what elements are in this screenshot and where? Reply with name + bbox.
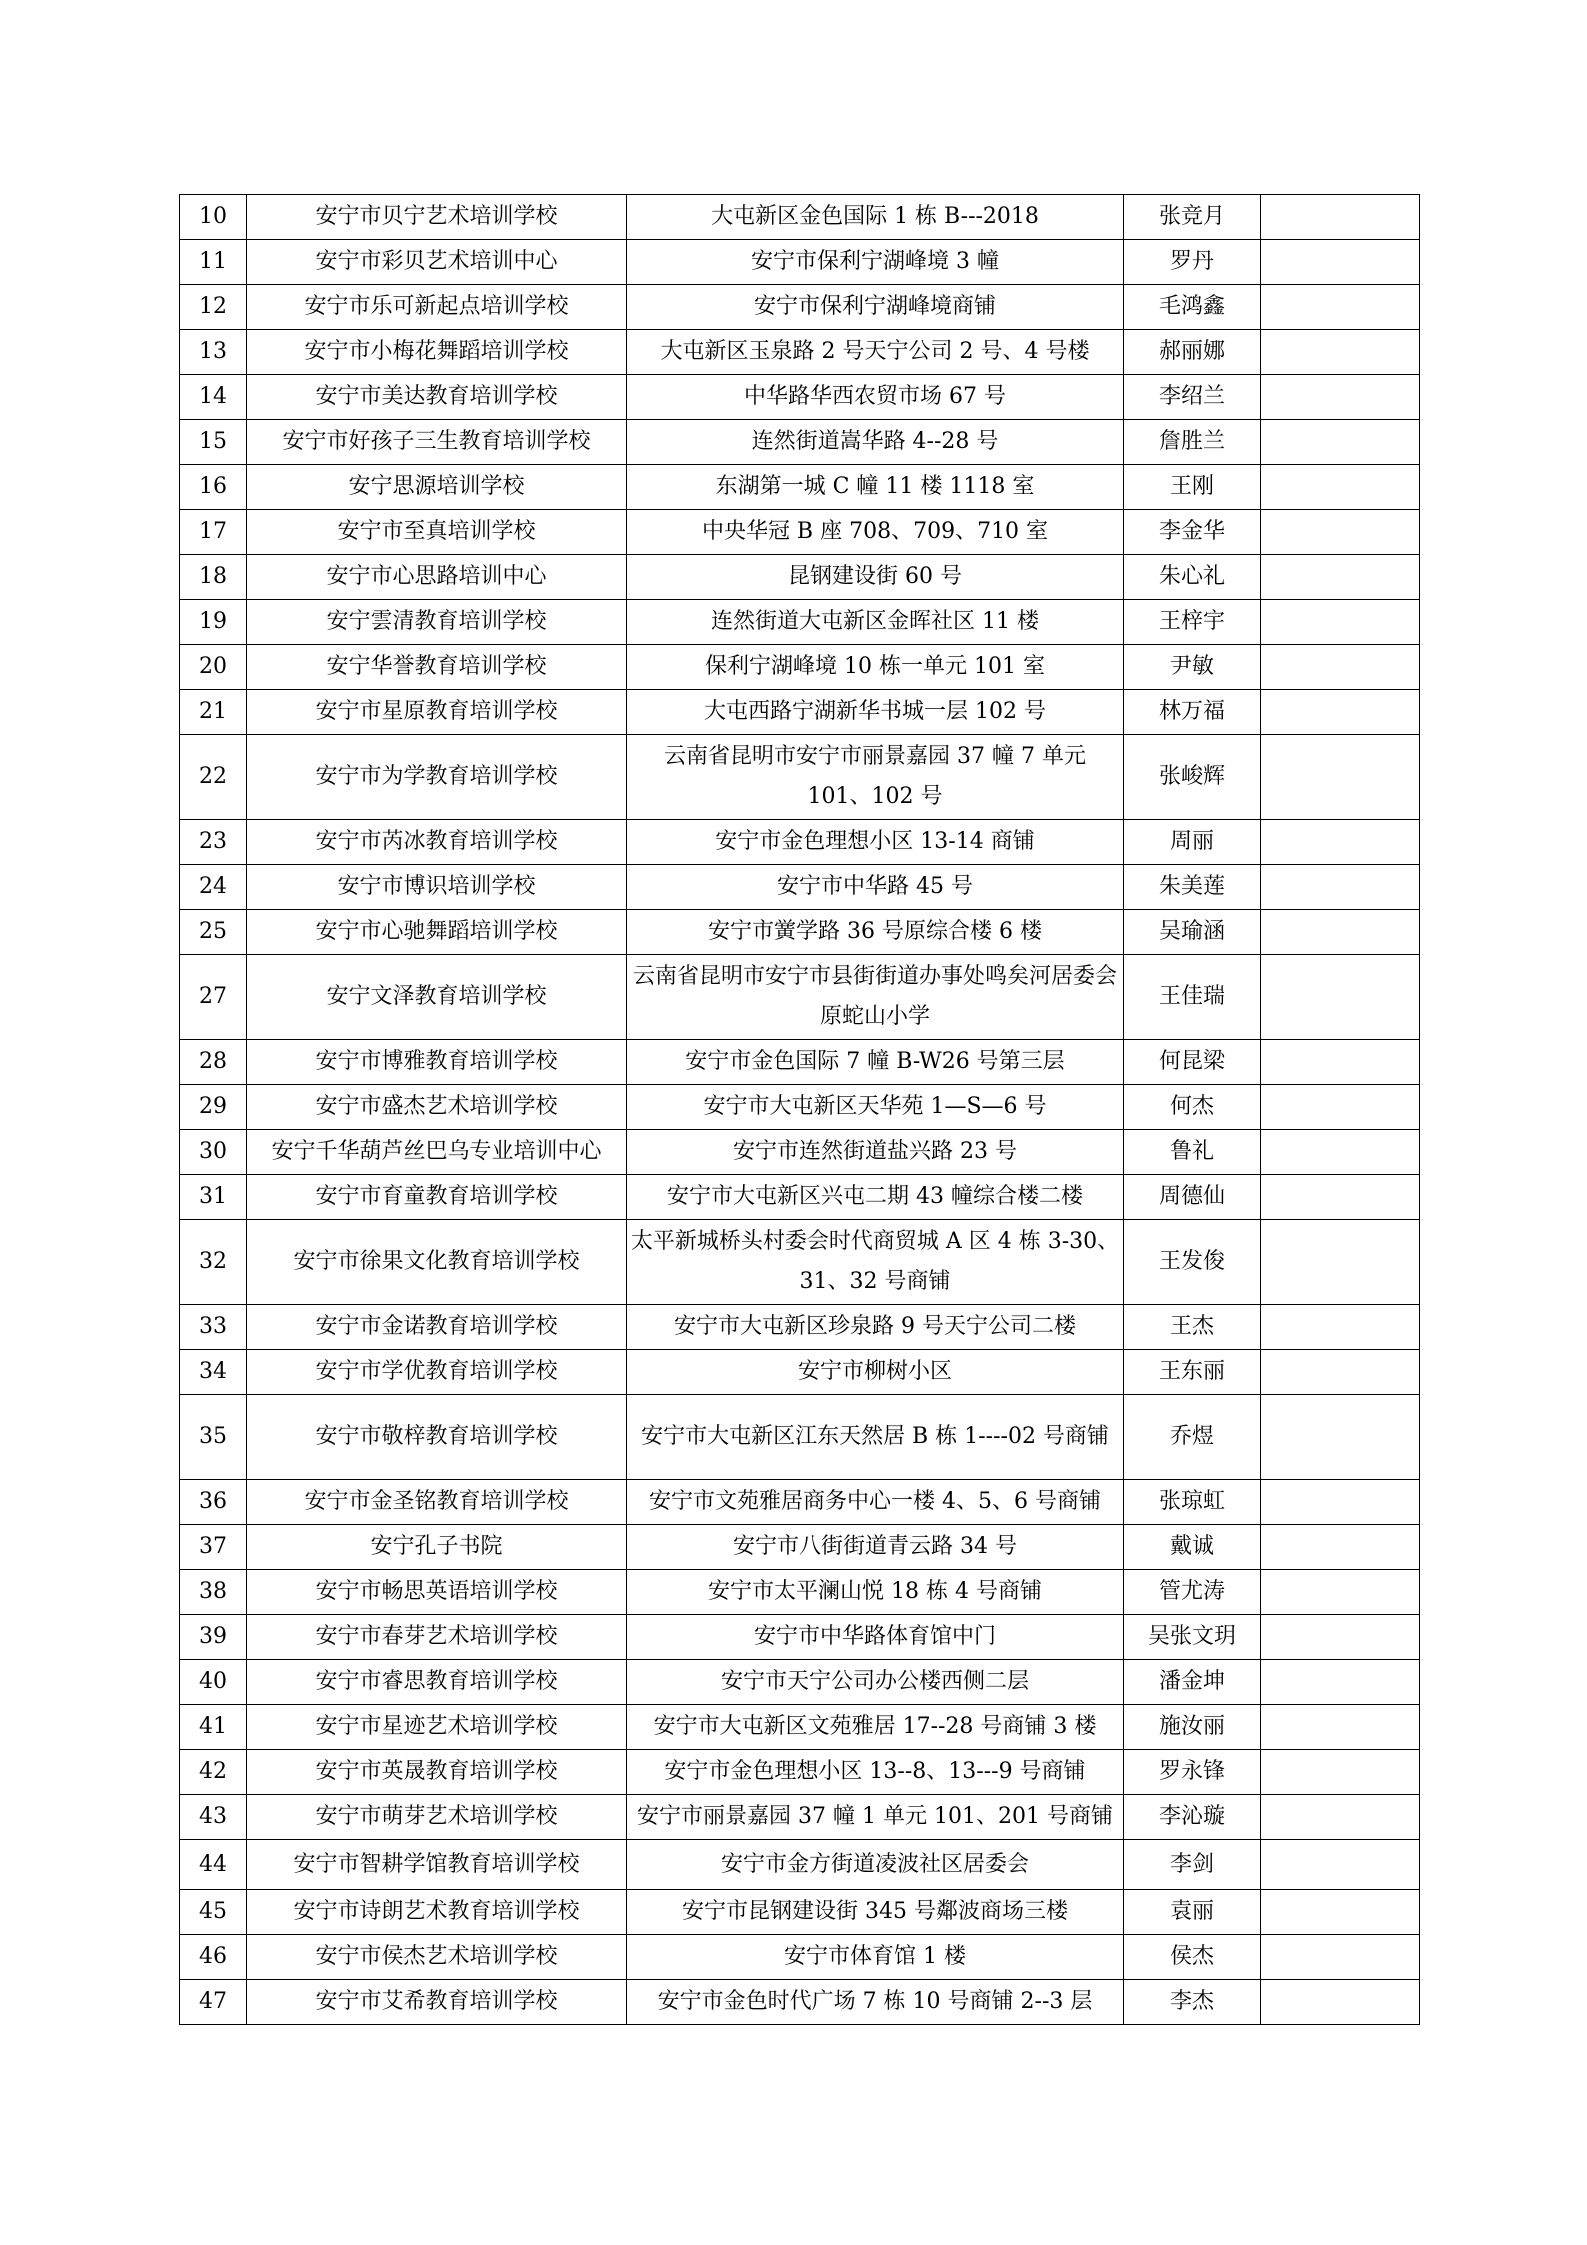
- cell-contact-person: 李杰: [1124, 1980, 1261, 2025]
- cell-address: 安宁市金方街道凌波社区居委会: [627, 1840, 1124, 1890]
- table-row: [180, 1750, 1420, 1795]
- cell-note: [1261, 555, 1420, 600]
- cell-address: 大屯新区玉泉路 2 号天宁公司 2 号、4 号楼: [627, 330, 1124, 375]
- cell-note: [1261, 1220, 1420, 1305]
- cell-address: 安宁市大屯新区珍泉路 9 号天宁公司二楼: [627, 1305, 1124, 1350]
- cell-school-name: 安宁市小梅花舞蹈培训学校: [247, 330, 627, 375]
- cell-note: [1261, 1615, 1420, 1660]
- cell-address: 云南省昆明市安宁市丽景嘉园 37 幢 7 单元 101、102 号: [627, 735, 1124, 820]
- cell-contact-person: 罗永锋: [1124, 1750, 1261, 1795]
- table-row: [180, 690, 1420, 735]
- table-row: [180, 1980, 1420, 2025]
- cell-school-name: 安宁市彩贝艺术培训中心: [247, 240, 627, 285]
- cell-number: 15: [180, 420, 247, 465]
- cell-school-name: 安宁雲清教育培训学校: [247, 600, 627, 645]
- cell-address: 安宁市昆钢建设街 345 号鄰波商场三楼: [627, 1890, 1124, 1935]
- table-row: [180, 1175, 1420, 1220]
- cell-address: 连然街道大屯新区金晖社区 11 楼: [627, 600, 1124, 645]
- table-row: [180, 240, 1420, 285]
- cell-number: 16: [180, 465, 247, 510]
- cell-contact-person: 袁丽: [1124, 1890, 1261, 1935]
- cell-number: 45: [180, 1890, 247, 1935]
- table-row: [180, 1660, 1420, 1705]
- cell-school-name: 安宁市睿思教育培训学校: [247, 1660, 627, 1705]
- cell-number: 47: [180, 1980, 247, 2025]
- table-row: [180, 1570, 1420, 1615]
- cell-number: 32: [180, 1220, 247, 1305]
- cell-school-name: 安宁市金诺教育培训学校: [247, 1305, 627, 1350]
- cell-number: 46: [180, 1935, 247, 1980]
- cell-contact-person: 詹胜兰: [1124, 420, 1261, 465]
- cell-school-name: 安宁市侯杰艺术培训学校: [247, 1935, 627, 1980]
- table-row: [180, 1480, 1420, 1525]
- cell-school-name: 安宁孔子书院: [247, 1525, 627, 1570]
- cell-note: [1261, 1890, 1420, 1935]
- cell-school-name: 安宁市学优教育培训学校: [247, 1350, 627, 1395]
- cell-number: 41: [180, 1705, 247, 1750]
- table-row: [180, 910, 1420, 955]
- cell-address: 安宁市大屯新区兴屯二期 43 幢综合楼二楼: [627, 1175, 1124, 1220]
- cell-contact-person: 何杰: [1124, 1085, 1261, 1130]
- cell-note: [1261, 1525, 1420, 1570]
- cell-number: 18: [180, 555, 247, 600]
- cell-address: 安宁市金色理想小区 13-14 商铺: [627, 820, 1124, 865]
- table-row: [180, 1305, 1420, 1350]
- cell-note: [1261, 1305, 1420, 1350]
- cell-school-name: 安宁市贝宁艺术培训学校: [247, 195, 627, 240]
- table-row: [180, 1840, 1420, 1890]
- cell-number: 10: [180, 195, 247, 240]
- cell-school-name: 安宁文泽教育培训学校: [247, 955, 627, 1040]
- cell-number: 24: [180, 865, 247, 910]
- table-row: [180, 1350, 1420, 1395]
- cell-school-name: 安宁市诗朗艺术教育培训学校: [247, 1890, 627, 1935]
- cell-contact-person: 李剑: [1124, 1840, 1261, 1890]
- table-row: [180, 645, 1420, 690]
- cell-address: 安宁市大屯新区江东天然居 B 栋 1----02 号商铺: [627, 1395, 1124, 1480]
- cell-number: 27: [180, 955, 247, 1040]
- table-row: [180, 1395, 1420, 1480]
- cell-note: [1261, 1840, 1420, 1890]
- cell-address: 大屯西路宁湖新华书城一层 102 号: [627, 690, 1124, 735]
- table-row: [180, 1220, 1420, 1305]
- cell-contact-person: 潘金坤: [1124, 1660, 1261, 1705]
- cell-contact-person: 李沁璇: [1124, 1795, 1261, 1840]
- table-row: [180, 1615, 1420, 1660]
- table-row: [180, 195, 1420, 240]
- cell-note: [1261, 1980, 1420, 2025]
- cell-note: [1261, 465, 1420, 510]
- table-row: [180, 820, 1420, 865]
- cell-address: 太平新城桥头村委会时代商贸城 A 区 4 栋 3-30、31、32 号商铺: [627, 1220, 1124, 1305]
- cell-school-name: 安宁市盛杰艺术培训学校: [247, 1085, 627, 1130]
- cell-note: [1261, 330, 1420, 375]
- cell-school-name: 安宁市敬梓教育培训学校: [247, 1395, 627, 1480]
- cell-contact-person: 侯杰: [1124, 1935, 1261, 1980]
- cell-address: 安宁市金色国际 7 幢 B-W26 号第三层: [627, 1040, 1124, 1085]
- cell-address: 安宁市黉学路 36 号原综合楼 6 楼: [627, 910, 1124, 955]
- cell-contact-person: 吴张文玥: [1124, 1615, 1261, 1660]
- table-body: [180, 195, 1420, 2025]
- cell-number: 22: [180, 735, 247, 820]
- cell-contact-person: 鲁礼: [1124, 1130, 1261, 1175]
- cell-address: 安宁市大屯新区文苑雅居 17--28 号商铺 3 楼: [627, 1705, 1124, 1750]
- table-row: [180, 1040, 1420, 1085]
- cell-school-name: 安宁市星迹艺术培训学校: [247, 1705, 627, 1750]
- table-row: [180, 1935, 1420, 1980]
- cell-note: [1261, 1085, 1420, 1130]
- cell-school-name: 安宁市萌芽艺术培训学校: [247, 1795, 627, 1840]
- cell-address: 中华路华西农贸市场 67 号: [627, 375, 1124, 420]
- cell-contact-person: 管尤涛: [1124, 1570, 1261, 1615]
- cell-note: [1261, 510, 1420, 555]
- cell-note: [1261, 1040, 1420, 1085]
- cell-number: 17: [180, 510, 247, 555]
- cell-address: 安宁市天宁公司办公楼西侧二层: [627, 1660, 1124, 1705]
- cell-number: 36: [180, 1480, 247, 1525]
- cell-contact-person: 戴诚: [1124, 1525, 1261, 1570]
- cell-address: 安宁市保利宁湖峰境 3 幢: [627, 240, 1124, 285]
- cell-note: [1261, 240, 1420, 285]
- cell-school-name: 安宁市英晟教育培训学校: [247, 1750, 627, 1795]
- table-row: [180, 510, 1420, 555]
- cell-note: [1261, 195, 1420, 240]
- school-registry-table: [179, 194, 1420, 2025]
- cell-number: 14: [180, 375, 247, 420]
- cell-number: 19: [180, 600, 247, 645]
- cell-contact-person: 王东丽: [1124, 1350, 1261, 1395]
- cell-address: 安宁市文苑雅居商务中心一楼 4、5、6 号商铺: [627, 1480, 1124, 1525]
- cell-address: 安宁市八街街道青云路 34 号: [627, 1525, 1124, 1570]
- cell-note: [1261, 1350, 1420, 1395]
- cell-school-name: 安宁市金圣铭教育培训学校: [247, 1480, 627, 1525]
- cell-address: 安宁市金色理想小区 13--8、13---9 号商铺: [627, 1750, 1124, 1795]
- cell-number: 35: [180, 1395, 247, 1480]
- cell-contact-person: 施汝丽: [1124, 1705, 1261, 1750]
- cell-contact-person: 王杰: [1124, 1305, 1261, 1350]
- cell-school-name: 安宁市心思路培训中心: [247, 555, 627, 600]
- cell-contact-person: 罗丹: [1124, 240, 1261, 285]
- cell-school-name: 安宁市畅思英语培训学校: [247, 1570, 627, 1615]
- table-row: [180, 465, 1420, 510]
- cell-address: 昆钢建设街 60 号: [627, 555, 1124, 600]
- cell-address: 安宁市中华路体育馆中门: [627, 1615, 1124, 1660]
- cell-note: [1261, 1935, 1420, 1980]
- table-row: [180, 865, 1420, 910]
- cell-note: [1261, 820, 1420, 865]
- cell-note: [1261, 910, 1420, 955]
- cell-address: 安宁市体育馆 1 楼: [627, 1935, 1124, 1980]
- cell-school-name: 安宁市为学教育培训学校: [247, 735, 627, 820]
- cell-contact-person: 郝丽娜: [1124, 330, 1261, 375]
- cell-number: 33: [180, 1305, 247, 1350]
- cell-school-name: 安宁市博识培训学校: [247, 865, 627, 910]
- cell-note: [1261, 955, 1420, 1040]
- cell-note: [1261, 285, 1420, 330]
- cell-contact-person: 张峻辉: [1124, 735, 1261, 820]
- cell-school-name: 安宁市春芽艺术培训学校: [247, 1615, 627, 1660]
- table-row: [180, 375, 1420, 420]
- cell-contact-person: 周丽: [1124, 820, 1261, 865]
- cell-address: 安宁市柳树小区: [627, 1350, 1124, 1395]
- cell-contact-person: 王发俊: [1124, 1220, 1261, 1305]
- cell-contact-person: 王梓宇: [1124, 600, 1261, 645]
- cell-number: 34: [180, 1350, 247, 1395]
- cell-number: 30: [180, 1130, 247, 1175]
- cell-note: [1261, 1130, 1420, 1175]
- cell-contact-person: 李金华: [1124, 510, 1261, 555]
- cell-contact-person: 周德仙: [1124, 1175, 1261, 1220]
- cell-note: [1261, 645, 1420, 690]
- cell-contact-person: 尹敏: [1124, 645, 1261, 690]
- cell-school-name: 安宁市育童教育培训学校: [247, 1175, 627, 1220]
- cell-number: 42: [180, 1750, 247, 1795]
- cell-note: [1261, 1570, 1420, 1615]
- table-row: [180, 1525, 1420, 1570]
- table-row: [180, 1085, 1420, 1130]
- cell-note: [1261, 690, 1420, 735]
- cell-address: 安宁市大屯新区天华苑 1—S—6 号: [627, 1085, 1124, 1130]
- cell-contact-person: 朱美莲: [1124, 865, 1261, 910]
- cell-contact-person: 朱心礼: [1124, 555, 1261, 600]
- cell-address: 安宁市丽景嘉园 37 幢 1 单元 101、201 号商铺: [627, 1795, 1124, 1840]
- cell-address: 保利宁湖峰境 10 栋一单元 101 室: [627, 645, 1124, 690]
- cell-note: [1261, 1175, 1420, 1220]
- cell-address: 云南省昆明市安宁市县街街道办事处鸣矣河居委会原蛇山小学: [627, 955, 1124, 1040]
- table-row: [180, 955, 1420, 1040]
- cell-contact-person: 乔煜: [1124, 1395, 1261, 1480]
- cell-address: 安宁市连然街道盐兴路 23 号: [627, 1130, 1124, 1175]
- cell-address: 中央华冠 B 座 708、709、710 室: [627, 510, 1124, 555]
- cell-contact-person: 吴瑜涵: [1124, 910, 1261, 955]
- cell-number: 13: [180, 330, 247, 375]
- cell-school-name: 安宁市博雅教育培训学校: [247, 1040, 627, 1085]
- table-row: [180, 1130, 1420, 1175]
- cell-contact-person: 张琼虹: [1124, 1480, 1261, 1525]
- cell-note: [1261, 375, 1420, 420]
- cell-number: 43: [180, 1795, 247, 1840]
- cell-number: 40: [180, 1660, 247, 1705]
- cell-school-name: 安宁市心驰舞蹈培训学校: [247, 910, 627, 955]
- cell-school-name: 安宁思源培训学校: [247, 465, 627, 510]
- cell-school-name: 安宁市至真培训学校: [247, 510, 627, 555]
- cell-note: [1261, 1750, 1420, 1795]
- cell-note: [1261, 735, 1420, 820]
- cell-note: [1261, 1795, 1420, 1840]
- cell-school-name: 安宁市星原教育培训学校: [247, 690, 627, 735]
- cell-school-name: 安宁华誉教育培训学校: [247, 645, 627, 690]
- table-row: [180, 555, 1420, 600]
- cell-contact-person: 王佳瑞: [1124, 955, 1261, 1040]
- cell-contact-person: 何昆梁: [1124, 1040, 1261, 1085]
- cell-note: [1261, 1705, 1420, 1750]
- table-row: [180, 420, 1420, 465]
- cell-contact-person: 毛鸿鑫: [1124, 285, 1261, 330]
- cell-number: 38: [180, 1570, 247, 1615]
- table-row: [180, 330, 1420, 375]
- cell-contact-person: 林万福: [1124, 690, 1261, 735]
- cell-note: [1261, 1480, 1420, 1525]
- cell-address: 安宁市金色时代广场 7 栋 10 号商铺 2--3 层: [627, 1980, 1124, 2025]
- cell-school-name: 安宁千华葫芦丝巴乌专业培训中心: [247, 1130, 627, 1175]
- table-row: [180, 600, 1420, 645]
- cell-number: 44: [180, 1840, 247, 1890]
- cell-address: 安宁市太平澜山悦 18 栋 4 号商铺: [627, 1570, 1124, 1615]
- cell-address: 安宁市中华路 45 号: [627, 865, 1124, 910]
- cell-note: [1261, 1660, 1420, 1705]
- cell-number: 20: [180, 645, 247, 690]
- cell-school-name: 安宁市美达教育培训学校: [247, 375, 627, 420]
- cell-number: 21: [180, 690, 247, 735]
- cell-number: 37: [180, 1525, 247, 1570]
- cell-number: 11: [180, 240, 247, 285]
- cell-address: 大屯新区金色国际 1 栋 B---2018: [627, 195, 1124, 240]
- cell-number: 25: [180, 910, 247, 955]
- table-row: [180, 1890, 1420, 1935]
- cell-address: 安宁市保利宁湖峰境商铺: [627, 285, 1124, 330]
- cell-contact-person: 张竞月: [1124, 195, 1261, 240]
- cell-number: 28: [180, 1040, 247, 1085]
- cell-school-name: 安宁市智耕学馆教育培训学校: [247, 1840, 627, 1890]
- table-row: [180, 285, 1420, 330]
- cell-school-name: 安宁市乐可新起点培训学校: [247, 285, 627, 330]
- table-row: [180, 1795, 1420, 1840]
- table-row: [180, 735, 1420, 820]
- cell-school-name: 安宁市艾希教育培训学校: [247, 1980, 627, 2025]
- cell-note: [1261, 1395, 1420, 1480]
- cell-address: 连然街道嵩华路 4--28 号: [627, 420, 1124, 465]
- cell-number: 39: [180, 1615, 247, 1660]
- cell-number: 12: [180, 285, 247, 330]
- cell-contact-person: 王刚: [1124, 465, 1261, 510]
- table-row: [180, 1705, 1420, 1750]
- cell-contact-person: 李绍兰: [1124, 375, 1261, 420]
- cell-note: [1261, 600, 1420, 645]
- cell-school-name: 安宁市好孩子三生教育培训学校: [247, 420, 627, 465]
- cell-school-name: 安宁市徐果文化教育培训学校: [247, 1220, 627, 1305]
- cell-number: 31: [180, 1175, 247, 1220]
- cell-note: [1261, 420, 1420, 465]
- cell-note: [1261, 865, 1420, 910]
- cell-number: 29: [180, 1085, 247, 1130]
- cell-school-name: 安宁市芮冰教育培训学校: [247, 820, 627, 865]
- cell-address: 东湖第一城 C 幢 11 楼 1118 室: [627, 465, 1124, 510]
- cell-number: 23: [180, 820, 247, 865]
